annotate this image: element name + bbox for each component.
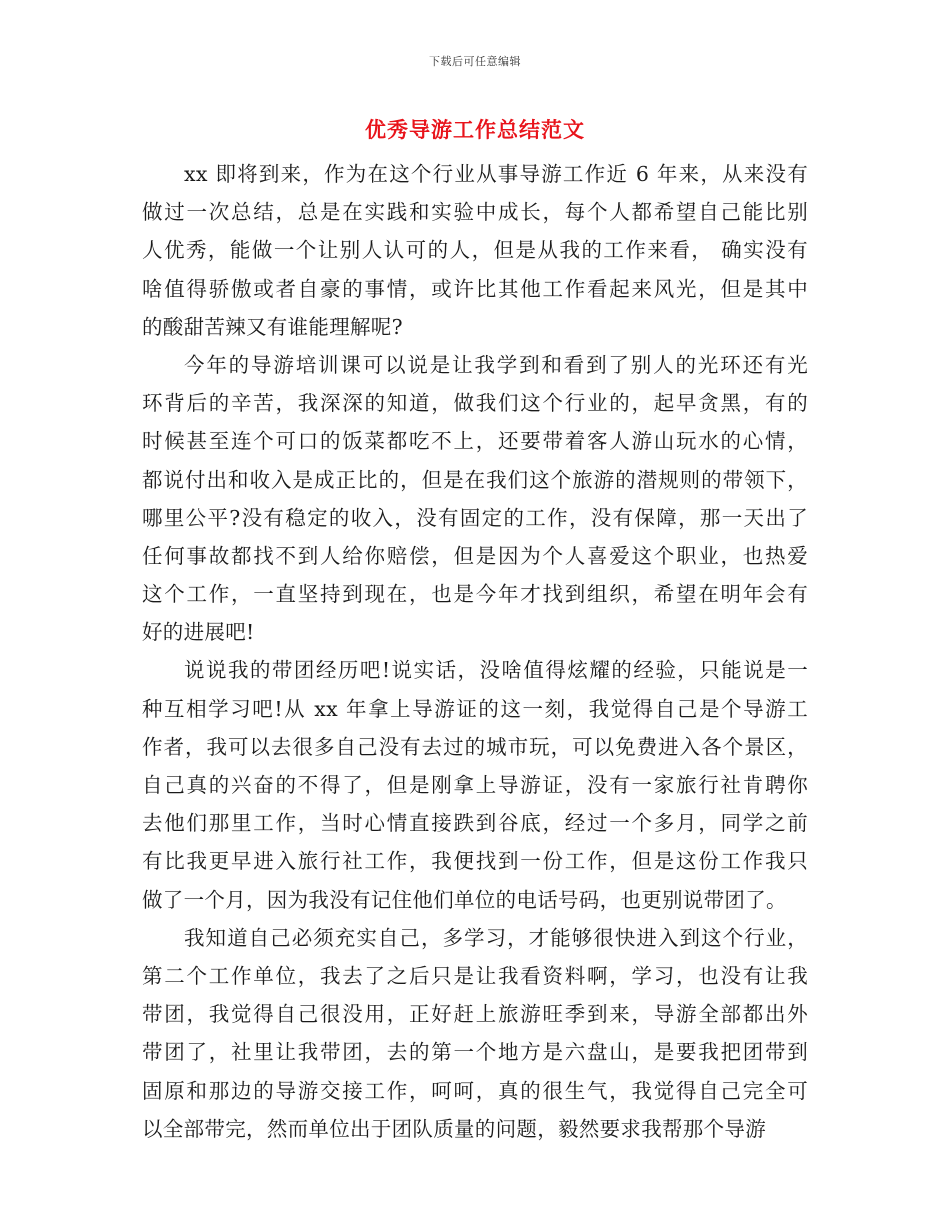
paragraph <box>142 346 808 652</box>
paragraph <box>142 919 808 1148</box>
paragraph-line: 这个工作，一直坚持到现在，也是今年才找到组织，希望在明年会有 <box>142 582 808 607</box>
paragraph-line: 作者，我可以去很多自己没有去过的城市玩，可以免费进入各个景区， <box>142 734 808 759</box>
paragraph-line: 带团，我觉得自己很没用，正好赶上旅游旺季到来，导游全部都出外 <box>142 1002 808 1027</box>
paragraph-line: 以全部带完，然而单位出于团队质量的问题，毅然要求我帮那个导游 <box>142 1116 766 1141</box>
paragraph-line: 做过一次总结，总是在实践和实验中成长，每个人都希望自己能比别 <box>142 200 808 225</box>
paragraph-line: 时候甚至连个可口的饭菜都吃不上，还要带着客人游山玩水的心情， <box>142 429 808 454</box>
paragraph-line: 自己真的兴奋的不得了，但是刚拿上导游证，没有一家旅行社肯聘你 <box>142 773 808 797</box>
header-note: 下载后可任意编辑 <box>429 55 521 68</box>
paragraph-line: 带团了，社里让我带团，去的第一个地方是六盘山，是要我把团带到 <box>142 1040 808 1065</box>
document-body <box>142 155 808 1148</box>
paragraph-line: xx 即将到来，作为在这个行业从事导游工作近 6 年来，从来没有 <box>184 162 808 186</box>
paragraph-line: 做了一个月，因为我没有记住他们单位的电话号码，也更别说带团了。 <box>142 887 787 912</box>
paragraph-line: 我知道自己必须充实自己，多学习，才能够很快进入到这个行业， <box>184 925 808 950</box>
paragraph-line: 有比我更早进入旅行社工作，我便找到一份工作，但是这份工作我只 <box>142 849 808 874</box>
paragraph-line: 哪里公平?没有稳定的收入，没有固定的工作，没有保障，那一天出了 <box>142 505 808 530</box>
paragraph-line: 啥值得骄傲或者自豪的事情，或许比其他工作看起来风光，但是其中 <box>142 276 808 301</box>
paragraph-line: 的酸甜苦辣又有谁能理解呢? <box>142 314 403 339</box>
paragraph-line: 都说付出和收入是成正比的，但是在我们这个旅游的潜规则的带领下， <box>142 467 808 492</box>
paragraph-line: 任何事故都找不到人给你赔偿，但是因为个人喜爱这个职业，也热爱 <box>142 543 808 568</box>
paragraph-line: 种互相学习吧!从 xx 年拿上导游证的这一刻，我觉得自己是个导游工 <box>142 696 808 721</box>
document-title: 优秀导游工作总结范文 <box>365 117 585 142</box>
paragraph-line: 第二个工作单位，我去了之后只是让我看资料啊，学习，也没有让我 <box>142 963 808 988</box>
paragraph-line: 说说我的带团经历吧!说实话，没啥值得炫耀的经验，只能说是一 <box>184 658 808 683</box>
paragraph-line: 好的进展吧! <box>142 620 255 645</box>
paragraph-line: 去他们那里工作，当时心情直接跌到谷底，经过一个多月，同学之前 <box>142 811 808 836</box>
paragraph-line: 环背后的辛苦，我深深的知道，做我们这个行业的，起早贪黑，有的 <box>142 391 808 416</box>
paragraph-line: 今年的导游培训课可以说是让我学到和看到了别人的光环还有光 <box>184 352 808 377</box>
paragraph-line: 人优秀，能做一个让别人认可的人，但是从我的工作来看， 确实没有 <box>142 238 808 263</box>
paragraph <box>142 651 808 918</box>
paragraph <box>142 155 808 346</box>
paragraph-line: 固原和那边的导游交接工作，呵呵，真的很生气，我觉得自己完全可 <box>142 1078 808 1103</box>
